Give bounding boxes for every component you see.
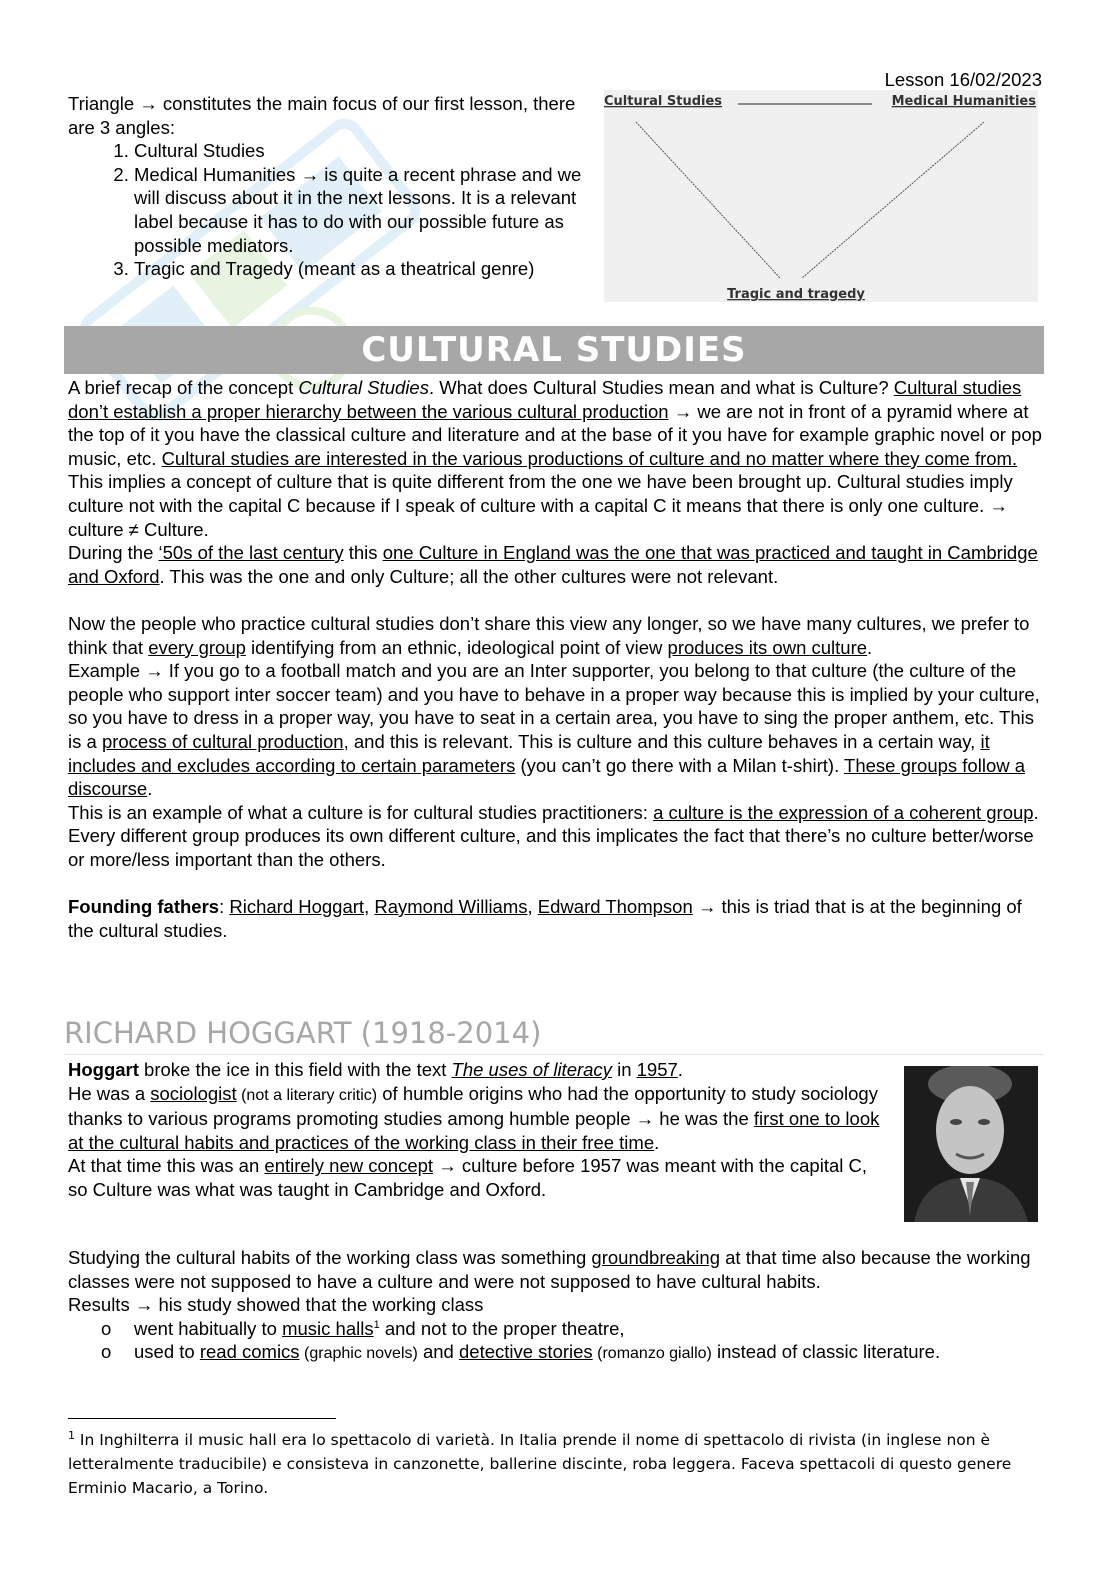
lesson-date: Lesson 16/02/2023 xyxy=(884,69,1042,90)
paragraph: Results → his study showed that the working class xyxy=(68,1294,484,1316)
angles-list xyxy=(68,139,590,281)
paragraph: He was a sociologist (not a literary critic) of humble origins who had the opportunity to study sociology thanks to various programs promoting studies among humble people → he was the first one to look at the cultural habits and practices of the working class in their free time. xyxy=(68,1082,880,1153)
list-item: 2. Medical Humanities → is quite a recent phrase and we will discuss about it in the next lessons. It is a relevant label because it has to do with our possible future as possible mediators. xyxy=(134,163,590,257)
footnote-ref: 1 xyxy=(373,1318,380,1331)
triangle-label-medical-humanities: Medical Humanities xyxy=(891,94,1036,109)
triangle-diagram xyxy=(604,90,1038,302)
cultural-studies-banner: CULTURAL STUDIES xyxy=(64,326,1044,374)
intro-line: Triangle → constitutes the main focus of our first lesson, there are 3 angles: xyxy=(68,93,576,138)
paragraph: This is an example of what a culture is for cultural studies practitioners: a culture is the expression of a coherent group. xyxy=(68,801,1039,823)
list-item: 1. Cultural Studies xyxy=(134,139,590,163)
intro-section xyxy=(68,92,590,281)
footnote-divider xyxy=(68,1418,336,1419)
paragraph: During the ‘50s of the last century this one Culture in England was the one that was practiced and taught in Cambridge and Oxford. This was the one and only Culture; all the other cultures were not relevant. xyxy=(68,542,1038,587)
triangle-left-edge xyxy=(636,122,780,278)
paragraph: A brief recap of the concept Cultural Studies. What does Cultural Studies mean and what is Culture? Cultural studies don’t establish a proper hierarchy between the various cultural production → we are not in front of a pyramid where at the top of it you have the classical culture and literature and at the base of it you have for example graphic novel or pop music, etc. Cultural studies are interested in the various productions of culture and no matter where they come from. This implies a concept of culture that is quite different from the one we have been brought up. Cultural studies imply culture not with the capital C because if I speak of culture with a capital C it means that there is only one culture. → culture ≠ Culture. xyxy=(68,377,1042,540)
list-item: 3. Tragic and Tragedy (meant as a theatrical genre) xyxy=(134,257,590,281)
paragraph: Hoggart broke the ice in this field with the text The uses of literacy in 1957. xyxy=(68,1059,683,1080)
footnote: $^1$ In Inghilterra il music hall era lo spettacolo di varietà. In Italia prende il nome di spettacolo di rivista (in inglese non è letteralmente traducibile) e consisteva in canzonette, ballerine discinte, roba leggera. Faceva spettacoli di questo genere Erminio Macario, a Torino. xyxy=(68,1428,1012,1497)
hoggart-results xyxy=(68,1246,1048,1366)
bullet-marker: o xyxy=(101,1317,112,1339)
triangle-right-edge xyxy=(802,122,984,278)
paragraph: Every different group produces its own different culture, and this implicates the fact that there’s no culture better/worse or more/less important than the others. xyxy=(68,825,1034,870)
list-item: o went habitually to music halls$^1$ and not to the proper theatre, xyxy=(101,1317,625,1339)
paragraph: Founding fathers: Richard Hoggart, Raymond Williams, Edward Thompson → this is triad that is at the beginning of the cultural studies. xyxy=(68,896,1022,941)
hoggart-heading: RICHARD HOGGART (1918-2014) xyxy=(64,1012,1044,1055)
list-item: o used to read comics (graphic novels) and detective stories (romanzo giallo) instead of classic literature. xyxy=(101,1341,941,1363)
triangle-label-tragic: Tragic and tragedy xyxy=(727,287,865,302)
footnote-number: 1 xyxy=(68,1428,75,1442)
hoggart-intro xyxy=(68,1058,888,1202)
paragraph: Now the people who practice cultural studies don’t share this view any longer, so we have many cultures, we prefer to think that every group identifying from an ethnic, ideological point of view produces its own culture. xyxy=(68,612,1030,658)
bullet-marker: o xyxy=(101,1341,112,1363)
cultural-studies-body xyxy=(68,376,1048,942)
hoggart-portrait xyxy=(904,1066,1038,1222)
paragraph: At that time this was an entirely new concept → culture before 1957 was meant with the capital C, so Culture was what was taught in Cambridge and Oxford. xyxy=(68,1155,868,1200)
triangle-label-cultural-studies: Cultural Studies xyxy=(604,94,723,109)
paragraph: Studying the cultural habits of the working class was something groundbreaking at that time also because the working classes were not supposed to have a culture and were not supposed to have cultural habits. xyxy=(68,1247,1031,1292)
paragraph: Example → If you go to a football match and you are an Inter supporter, you belong to that culture (the culture of the people who support inter soccer team) and you have to behave in a proper way because this is implied by your culture, so you have to dress in a proper way, you have to seat in a certain area, you have to sing the proper anthem, etc. This is a process of cultural production, and this is relevant. This is culture and this culture behaves in a certain way, it includes and excludes according to certain parameters (you can’t go there with a Milan t-shirt). These groups follow a discourse. xyxy=(68,660,1040,800)
